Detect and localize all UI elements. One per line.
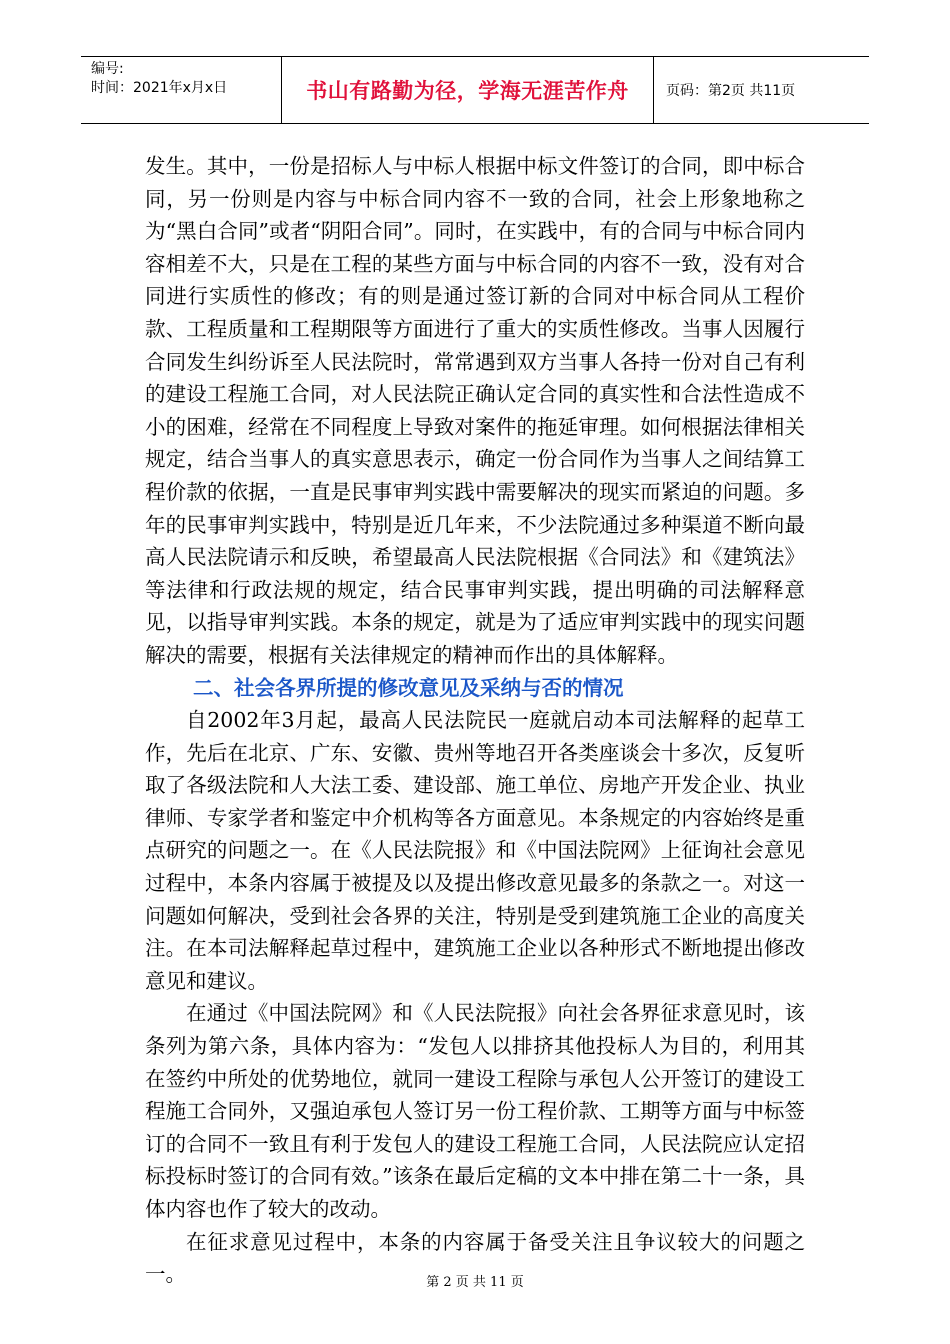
paragraph: 在通过《中国法院网》和《人民法院报》向社会各界征求意见时，该条列为第六条，具体内容为：“发包人以排挤其他投标人为目的，利用其在签约中所处的优势地位，就同一建设工程除与承包人公开签订的建设工程施工合同外，又强迫承包人签订另一份工程价款、工期等方面与中标签订的合同不一致且有利于发包人的建设工程施工合同，人民法院应认定招标投标时签订的合同有效。”该条在最后定稿的文本中排在第二十一条，具体内容也作了较大的改动。	[145, 1001, 805, 1221]
page-header	[81, 56, 869, 124]
paragraph: 自2002年3月起，最高人民法院民一庭就启动本司法解释的起草工作，先后在北京、广东、安徽、贵州等地召开各类座谈会十多次，反复听取了各级法院和人大法工委、建设部、施工单位、房地产开发企业、执业律师、专家学者和鉴定中介机构等各方面意见。本条规定的内容始终是重点研究的问题之一。在《人民法院报》和《中国法院网》上征询社会意见过程中，本条内容属于被提及以及提出修改意见最多的条款之一。对这一问题如何解决，受到社会各界的关注，特别是受到建筑施工企业的高度关注。在本司法解释起草过程中，建筑施工企业以各种形式不断地提出修改意见和建议。	[145, 708, 805, 993]
paragraph: 在征求意见过程中，本条的内容属于备受关注且争议较大的问题之一。	[145, 1229, 805, 1287]
section-heading: 二、社会各界所提的修改意见及采纳与否的情况	[193, 675, 624, 700]
page-footer	[0, 1271, 950, 1290]
header-page-info	[654, 57, 869, 123]
document-time-label: 时间：2021年x月x日	[91, 80, 228, 96]
header-motto-cell	[282, 57, 654, 123]
document-body	[145, 150, 805, 1291]
header-page-label: 页码：第2页 共11页	[666, 83, 796, 99]
header-meta	[81, 57, 282, 123]
footer-page-number: 第 2 页 共 11 页	[426, 1275, 524, 1290]
paragraph-continued: 发生。其中，一份是招标人与中标人根据中标文件签订的合同，即中标合同，另一份则是内容与中标合同内容不一致的合同，社会上形象地称之为“黑白合同”或者“阴阳合同”。同时，在实践中，有的合同与中标合同内容相差不大，只是在工程的某些方面与中标合同的内容不一致，没有对合同进行实质性的修改；有的则是通过签订新的合同对中标合同从工程价款、工程质量和工程期限等方面进行了重大的实质性修改。当事人因履行合同发生纠纷诉至人民法院时，常常遇到双方当事人各持一份对自己有利的建设工程施工合同，对人民法院正确认定合同的真实性和合法性造成不小的困难，经常在不同程度上导致对案件的拖延审理。如何根据法律相关规定，结合当事人的真实意思表示，确定一份合同作为当事人之间结算工程价款的依据，一直是民事审判实践中需要解决的现实而紧迫的问题。多年的民事审判实践中，特别是近几年来，不少法院通过多种渠道不断向最高人民法院请示和反映，希望最高人民法院根据《合同法》和《建筑法》等法律和行政法规的规定，结合民事审判实践，提出明确的司法解释意见，以指导审判实践。本条的规定，就是为了适应审判实践中的现实问题解决的需要，根据有关法律规定的精神而作出的具体解释。	[145, 154, 805, 667]
document-number-label: 编号:	[91, 61, 124, 77]
header-motto: 书山有路勤为径，学海无涯苦作舟	[306, 79, 629, 103]
